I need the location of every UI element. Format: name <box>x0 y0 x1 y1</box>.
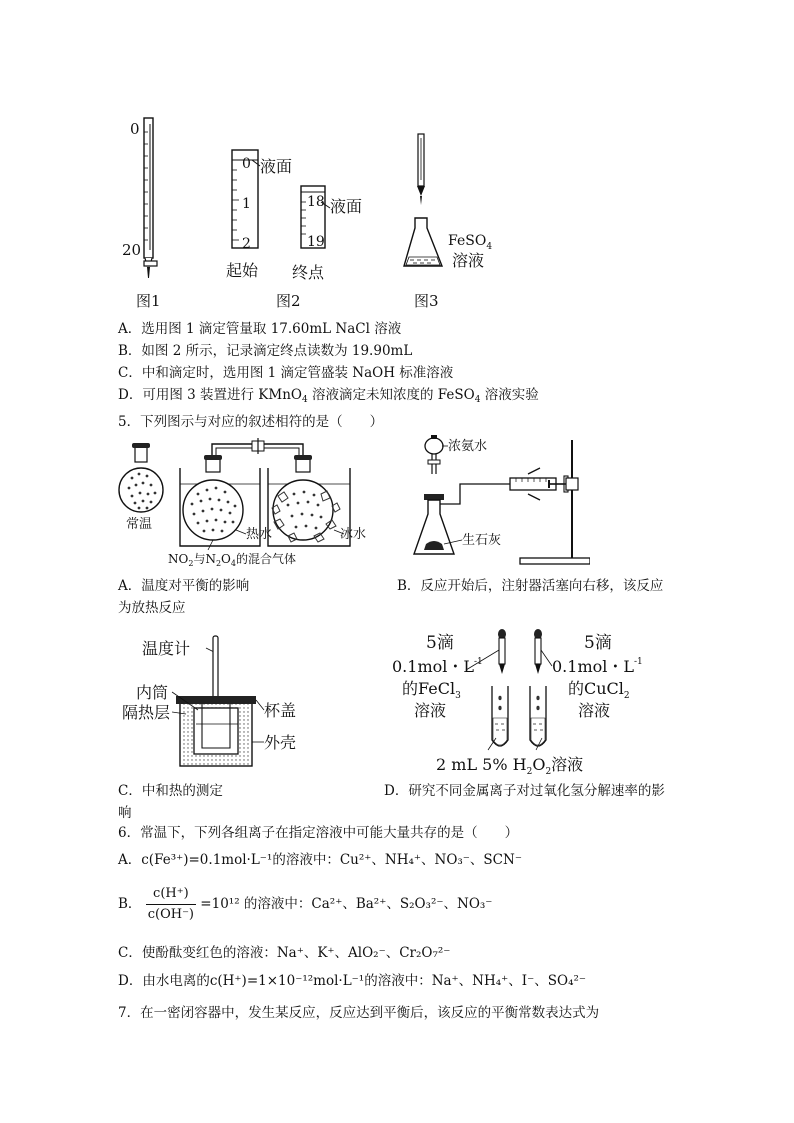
label-room-temp: 常温 <box>126 517 153 532</box>
q5-fig-a <box>118 438 368 570</box>
left-salt: 的FeCl$_3$ <box>402 679 461 701</box>
q4-figures <box>118 110 578 315</box>
right-salt: 的CuCl$_2$ <box>568 679 630 701</box>
fig2-start-tick-0: 0 <box>242 156 251 172</box>
q6-option-d: D．由水电离的c(H⁺)=1×10⁻¹²mol·L⁻¹的溶液中：Na⁺、NH₄⁺、I⁻、SO₄²⁻ <box>118 973 587 989</box>
q5-option-d-line1: D．研究不同金属离子对过氧化氢分解速率的影 <box>384 783 665 799</box>
q6-option-a: A．c(Fe³⁺)=0.1mol·L⁻¹的溶液中：Cu²⁺、NH₄⁺、NO₃⁻、SCN⁻ <box>118 852 522 868</box>
fig1-caption: 图1 <box>136 292 161 310</box>
q6-stem: 6．常温下，下列各组离子在指定溶液中可能大量共存的是（ ） <box>118 825 519 841</box>
label-gas-mixture: $NO_2$与$N_2O_4$的混合气体 <box>168 552 296 568</box>
fig1-tick-bottom: 20 <box>122 241 142 259</box>
q5-option-b-line2: 为放热反应 <box>118 600 186 616</box>
q4-option-c: C．中和滴定时，选用图 1 滴定管盛装 NaOH 标准溶液 <box>118 365 454 381</box>
q5-fig-d <box>380 628 670 778</box>
flask-room-temp <box>119 443 163 532</box>
left-solution: 溶液 <box>414 701 447 720</box>
q6-option-b: B． $\frac{c(H^+)}{c(OH^-)}$ =10¹² 的溶液中：Ca²⁺、Ba²⁺、S₂O₃²⁻、NO₃⁻ <box>118 884 492 925</box>
left-drops: 5滴 <box>426 633 454 653</box>
fig1-burette <box>122 118 161 310</box>
fig2-end-tick-19: 19 <box>307 234 325 250</box>
q5-stem: 5．下列图示与对应的叙述相符的是（ ） <box>118 414 384 430</box>
right-drops: 5滴 <box>584 633 612 653</box>
fig2-caption: 图2 <box>276 292 301 310</box>
q5-fig-b <box>410 432 590 572</box>
fig2-end-label: 液面 <box>330 197 363 216</box>
q5-option-d-line2: 响 <box>118 805 132 821</box>
label-hot-water: 热水 <box>246 527 273 542</box>
fig2-start-tick-2: 2 <box>242 236 251 252</box>
label-inner-cup: 内筒 <box>136 683 169 702</box>
fig2-readings <box>226 150 362 310</box>
right-solution: 溶液 <box>578 701 611 720</box>
q4-option-b: B．如图 2 所示，记录滴定终点读数为 19.90mL <box>118 343 413 359</box>
label-outer-shell: 外壳 <box>264 733 297 752</box>
fig2-start-label: 液面 <box>260 157 293 176</box>
fig3-solution-line1: FeSO$_4$ <box>448 233 493 252</box>
q5-option-a: A．温度对平衡的影响 <box>118 578 250 594</box>
fig3-caption: 图3 <box>414 292 439 310</box>
q5-fig-c <box>118 630 308 770</box>
ratio-fraction: $\frac{c(H^+)}{c(OH^-)}$ <box>147 886 194 922</box>
right-conc: 0.1mol・$L^{-1}$ <box>552 657 643 676</box>
beaker-ice-water <box>268 455 366 546</box>
fig2-start-caption: 起始 <box>226 261 259 280</box>
q5-option-c: C．中和热的测定 <box>118 783 223 799</box>
fig2-end-tick-18: 18 <box>307 194 325 210</box>
label-lid: 杯盖 <box>264 701 297 720</box>
fig2-start-tick-1: 1 <box>242 196 251 212</box>
q5-option-b-line1: B．反应开始后，注射器活塞向右移，该反应 <box>397 578 664 594</box>
beaker-hot-water <box>180 455 272 546</box>
tube-left <box>492 686 508 746</box>
label-h2o2: 2 mL 5% $H_2O_2$溶液 <box>436 755 584 777</box>
dropper-left <box>498 629 506 674</box>
label-insulation: 隔热层 <box>122 703 171 722</box>
fig1-tick-top: 0 <box>130 120 140 138</box>
left-conc: 0.1mol・$L^{-1}$ <box>392 657 483 676</box>
label-quicklime: 生石灰 <box>462 533 502 548</box>
label-thermometer: 温度计 <box>142 639 191 658</box>
q4-option-d: D．可用图 3 装置进行 KMnO$_4$ 溶液滴定未知浓度的 FeSO$_4$ 溶液实验 <box>118 387 539 405</box>
q6-option-c: C．使酚酞变红色的溶液：Na⁺、K⁺、AlO₂⁻、Cr₂O₇²⁻ <box>118 945 451 961</box>
label-ice-water: 冰水 <box>340 527 367 542</box>
fig3-solution-line2: 溶液 <box>452 251 485 270</box>
tube-right <box>530 686 546 746</box>
dropper-right <box>534 629 542 674</box>
label-conc-ammonia: 浓氨水 <box>448 439 488 454</box>
q4-option-a: A．选用图 1 滴定管量取 17.60mL NaCl 溶液 <box>118 321 402 337</box>
q7-stem: 7．在一密闭容器中，发生某反应，反应达到平衡后，该反应的平衡常数表达式为 <box>118 1005 600 1021</box>
fig2-end-caption: 终点 <box>292 263 325 282</box>
fig3-titration <box>404 134 492 310</box>
